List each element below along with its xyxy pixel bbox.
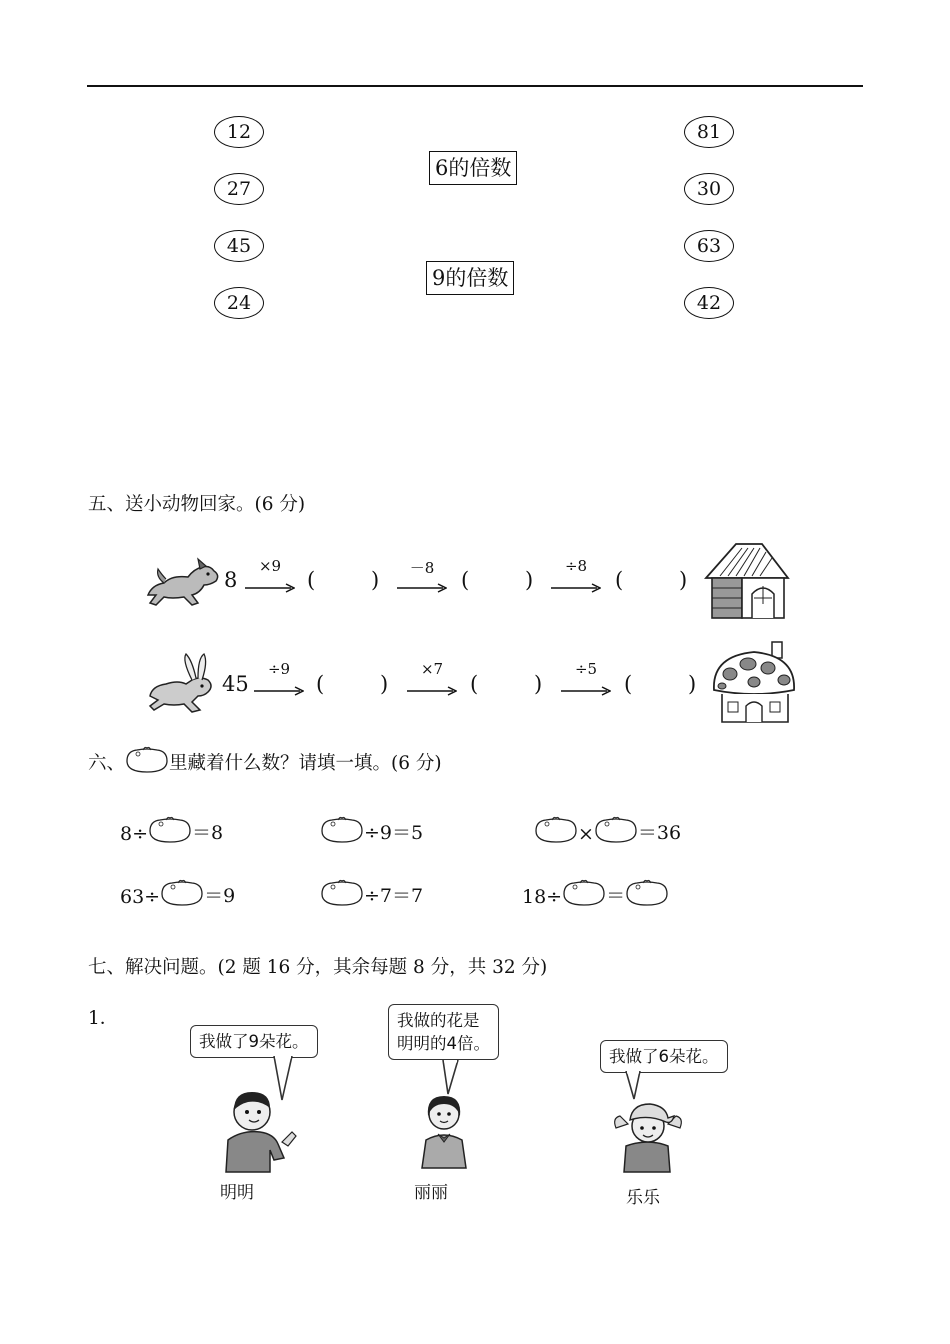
operation-arrow — [397, 557, 447, 597]
equation-part: ＝ — [606, 885, 626, 907]
number-oval[interactable]: 12 — [214, 116, 264, 148]
mushroom-house-icon — [708, 640, 800, 726]
equation — [522, 878, 669, 908]
header-rule — [87, 85, 863, 87]
section-6-suffix: 里藏着什么数？请填一填。(6 分) — [169, 753, 442, 774]
number-oval[interactable]: 27 — [214, 173, 264, 205]
equation — [120, 815, 223, 845]
tomato-icon[interactable] — [594, 815, 638, 845]
bubble-text: 我做的花是 — [397, 1011, 480, 1030]
blank-open[interactable]: ( — [307, 568, 316, 592]
chain-2-start: 45 — [222, 672, 249, 696]
speech-bubble-lele — [600, 1040, 728, 1073]
boy-mingming-icon — [212, 1088, 304, 1174]
operation-arrow — [254, 660, 304, 700]
number-oval[interactable]: 45 — [214, 230, 264, 262]
operation-label: ×9 — [258, 557, 282, 575]
multiples-of-9-label[interactable]: 9的倍数 — [426, 261, 514, 295]
equation — [534, 815, 681, 845]
equation-part: ÷9＝5 — [364, 822, 424, 844]
blank-close[interactable]: ) — [679, 568, 688, 592]
operation-arrow — [407, 660, 457, 700]
operation-label: ×7 — [420, 660, 444, 678]
chain-1-start: 8 — [224, 568, 238, 592]
section-5-title: 五、送小动物回家。(6 分) — [88, 494, 306, 515]
equation — [320, 815, 423, 845]
number-oval[interactable]: 30 — [684, 173, 734, 205]
tomato-icon[interactable] — [320, 815, 364, 845]
number-oval[interactable]: 42 — [684, 287, 734, 319]
tomato-icon[interactable] — [562, 878, 606, 908]
equation-part: × — [578, 823, 594, 845]
equation-part: 18÷ — [522, 886, 563, 908]
equation-part: 63÷ — [120, 886, 161, 908]
operation-arrow — [551, 557, 601, 597]
tomato-icon — [125, 745, 169, 775]
dog-icon — [142, 555, 222, 610]
operation-arrow — [245, 557, 295, 597]
tomato-icon[interactable] — [625, 878, 669, 908]
rabbit-icon — [142, 650, 220, 718]
tomato-icon[interactable] — [148, 815, 192, 845]
equation-part: ＝36 — [637, 822, 682, 844]
blank-close[interactable]: ) — [371, 568, 380, 592]
house-icon — [700, 538, 792, 622]
name-mingming: 明明 — [220, 1183, 254, 1203]
blank-close[interactable]: ) — [534, 672, 543, 696]
equation-part: ＝9 — [204, 885, 236, 907]
equation — [320, 878, 423, 908]
blank-close[interactable]: ) — [380, 672, 389, 696]
section-7-title: 七、解决问题。(2 题 16 分，其余每题 8 分，共 32 分) — [88, 957, 548, 978]
blank-open[interactable]: ( — [624, 672, 633, 696]
section-6-prefix: 六、 — [88, 753, 126, 774]
blank-close[interactable]: ) — [688, 672, 697, 696]
multiples-of-6-label[interactable]: 6的倍数 — [429, 151, 517, 185]
boy-lele-icon — [608, 1094, 688, 1174]
speech-bubble-lili — [388, 1004, 499, 1060]
equation — [120, 878, 235, 908]
section-6-title — [88, 745, 442, 775]
blank-open[interactable]: ( — [615, 568, 624, 592]
operation-label: ÷5 — [574, 660, 598, 678]
speech-bubble-mingming — [190, 1025, 318, 1058]
name-lele: 乐乐 — [626, 1188, 660, 1208]
blank-close[interactable]: ) — [525, 568, 534, 592]
name-lili: 丽丽 — [414, 1183, 448, 1203]
tomato-icon[interactable] — [534, 815, 578, 845]
equation-part: ÷7＝7 — [364, 885, 424, 907]
bubble-text: 明明的4倍。 — [397, 1034, 490, 1053]
tomato-icon[interactable] — [160, 878, 204, 908]
girl-lili-icon — [414, 1090, 474, 1170]
equation-part: 8÷ — [120, 823, 149, 845]
operation-label: ÷8 — [564, 557, 588, 575]
operation-label: －8 — [409, 559, 435, 577]
operation-arrow — [561, 660, 611, 700]
number-oval[interactable]: 63 — [684, 230, 734, 262]
operation-label: ÷9 — [267, 660, 291, 678]
equation-part: ＝8 — [192, 822, 224, 844]
blank-open[interactable]: ( — [461, 568, 470, 592]
blank-open[interactable]: ( — [470, 672, 479, 696]
bubble-text: 我做了9朵花。 — [199, 1032, 309, 1051]
tomato-icon[interactable] — [320, 878, 364, 908]
bubble-text: 我做了6朵花。 — [609, 1047, 719, 1066]
question-number: 1． — [88, 1008, 119, 1029]
number-oval[interactable]: 24 — [214, 287, 264, 319]
blank-open[interactable]: ( — [316, 672, 325, 696]
number-oval[interactable]: 81 — [684, 116, 734, 148]
